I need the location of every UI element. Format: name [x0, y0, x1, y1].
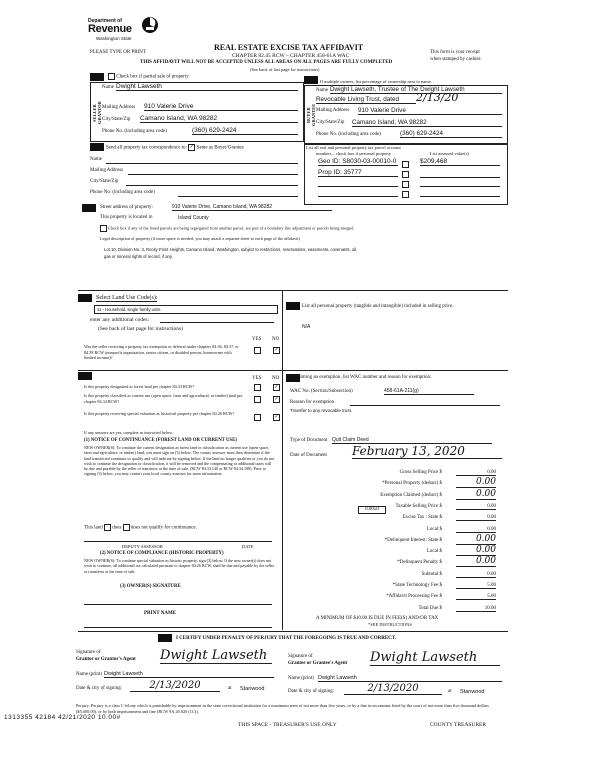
seller-name-label: Name — [102, 85, 114, 90]
agency-state: Washington State — [96, 36, 132, 41]
ownership-note: If multiple owners, list percentage of ownership next to name. — [320, 79, 432, 84]
seller-city-field[interactable]: Camano Island, WA 98282 — [140, 115, 298, 123]
parcel-1-field[interactable]: Geo ID: S8030-03-00010-0 — [318, 158, 397, 165]
seller-phone-label: Phone No. (including area code) — [102, 129, 167, 134]
forest-q2-yes[interactable] — [254, 396, 261, 403]
local-rate-field[interactable]: 0.0050 — [358, 506, 386, 514]
grantor-name-field[interactable]: Dwight Lawseth — [104, 671, 274, 678]
additional-codes-field[interactable] — [160, 322, 274, 323]
section-5-number — [78, 294, 92, 302]
tax-row-label: Total Due $ — [418, 605, 442, 611]
partial-sale-row: Check box if partial sale of property — [108, 73, 189, 80]
same-as-buyer-checkbox[interactable] — [188, 144, 195, 151]
forest-any-yes: If any answers are yes, complete as instructed below. — [84, 430, 173, 435]
tax-row-label: Gross Selling Price $ — [399, 470, 442, 475]
doc-date-label: Date of Document — [290, 453, 327, 458]
buyer-label: BUYER GRANTEE — [306, 103, 316, 127]
doc-type-field[interactable]: Quit Claim Deed — [332, 437, 492, 444]
grantor-at: at — [228, 686, 232, 691]
assessed-value-4[interactable] — [420, 196, 500, 197]
column-divider — [282, 290, 283, 630]
tax-row-value[interactable]: 0.00 — [456, 527, 496, 533]
parcel-3-field[interactable] — [318, 186, 398, 187]
doc-date-field[interactable]: February 13, 2020 — [352, 444, 502, 459]
form-see-back: (See back of last page for instructions) — [250, 67, 320, 72]
perjury-notice: Perjury: Perjury is a class C felony which is punishable by imprisonment in the state correctional institution for a maximum term of not more than five years, or by a fine in an amount fixed by the court of not more than five thousand dollars ($5,000.00), or by both imprisonment and fine (RCW 9A.20.020 (1C)). — [76, 703, 489, 714]
section-8-number — [158, 634, 172, 642]
tax-row-label: *State Technology Fee $ — [392, 583, 442, 588]
tax-row-value[interactable]: 0.00 — [456, 534, 496, 545]
seller-city-label: City/State/Zip — [102, 117, 131, 122]
grantor-sig-label-2: Grantor or Grantor's Agent — [76, 657, 136, 662]
buyer-name-label: Name — [316, 88, 328, 93]
owner-signature-line[interactable] — [84, 604, 272, 605]
grantee-at: at — [448, 689, 452, 694]
grantee-name-field[interactable]: Dwight Lawseth — [318, 675, 502, 682]
section-2-number — [304, 76, 318, 84]
owner-signature-title: (3) OWNER(S) SIGNATURE — [120, 584, 181, 589]
seller-name-field[interactable]: Dwight Lawseth — [116, 83, 298, 91]
segregated-checkbox[interactable] — [100, 225, 107, 232]
land-use-no: NO — [272, 337, 280, 342]
section-7-number — [286, 302, 300, 310]
corr-address-field[interactable] — [128, 174, 298, 175]
reason-label: Reason for exemption — [290, 400, 335, 405]
section-1-number — [90, 73, 104, 81]
agency-name-top: Department of — [88, 18, 122, 24]
street-field[interactable]: 910 Valerie Drive, Camano Island, WA 98282 — [172, 204, 332, 211]
tax-row-value[interactable]: 0.00 — [456, 545, 496, 556]
grantor-signature[interactable]: Dwight Lawseth — [160, 648, 272, 664]
form-chapter: CHAPTER 82.45 RCW – CHAPTER 458-61A WAC — [232, 53, 350, 59]
deputy-signature-line[interactable] — [84, 541, 272, 542]
partial-sale-checkbox[interactable] — [108, 73, 115, 80]
assessed-header: List assessed value(s) — [430, 151, 469, 156]
receipt-note-2: when stamped by cashier. — [430, 57, 482, 62]
tax-row-value[interactable]: 0.00 — [456, 515, 496, 521]
segregated-row: Check box if any of the listed parcels are being segregated from another parcel, are part of a boundary line adjustment or parcels being merged. — [100, 225, 355, 232]
seller-address-field[interactable]: 910 Valerie Drive — [144, 103, 298, 111]
buyer-name-field[interactable]: Dwight Lawseth, Trustee of The Dwight Lawseth — [330, 86, 502, 94]
treasurer-use-only: THIS SPACE - TREASURER'S USE ONLY — [238, 722, 337, 728]
section-6-number — [78, 372, 92, 380]
corr-name-field[interactable] — [106, 163, 298, 164]
forest-q2: Is this property classified as current use (open space, farm and agricultural, or timber) land per chapter 84.34 RCW? — [84, 393, 243, 404]
assessed-value-field[interactable]: $209,468 — [420, 158, 500, 166]
wac-field[interactable]: 458-61A-211(g) — [384, 388, 474, 395]
forest-q3-yes[interactable] — [254, 414, 261, 421]
forest-q1-yes[interactable] — [254, 384, 261, 391]
tax-row-label: *Personal Property (deduct) $ — [382, 481, 442, 487]
land-use-yes: YES — [252, 337, 262, 342]
buyer-phone-field[interactable]: (360) 629-2424 — [400, 130, 502, 138]
notice2-title: (2) NOTICE OF COMPLIANCE (HISTORIC PROPERTY) — [100, 551, 224, 556]
reason-line — [350, 405, 500, 406]
parcels-header-2: numbers – check box if personal property — [316, 151, 391, 156]
agency-name: Revenue — [88, 23, 132, 35]
buyer-city-label: City/State/Zip — [316, 120, 345, 125]
reason-field[interactable]: Transfer to any revocable trust. — [290, 408, 353, 413]
grantor-date-label: Date & city of signing: — [76, 686, 123, 691]
seller-label: SELLER GRANTOR — [92, 101, 102, 125]
section-4-number — [82, 204, 96, 212]
correspondence-label: Send all property tax correspondence to: ✓ Same as Buyer/Grantee — [106, 144, 244, 151]
personal-property-value[interactable]: N/A — [302, 324, 311, 330]
assessed-value-2[interactable] — [420, 177, 500, 178]
parcel-4-checkbox[interactable] — [402, 191, 409, 198]
assessed-value-3[interactable] — [420, 186, 500, 187]
grantee-sig-label-2: Grantee or Grantee's Agent — [288, 661, 348, 666]
print-name-label: PRINT NAME — [144, 611, 176, 616]
grantee-date-field[interactable]: 2/13/2020 — [344, 683, 442, 695]
receipt-note-1: This form is your receipt — [430, 50, 480, 55]
parcel-4-field[interactable] — [318, 196, 398, 197]
street-label: Street address of property: — [100, 205, 153, 210]
print-name-line[interactable] — [84, 627, 272, 628]
parcels-header-1: List all real and personal property tax parcel account — [306, 145, 401, 150]
seller-address-label: Mailing Address — [102, 105, 136, 110]
tax-row-value[interactable]: 10.00 — [456, 606, 496, 612]
tax-row-label: Local $ — [426, 526, 442, 532]
tax-row-value[interactable]: 0.00 — [456, 504, 496, 510]
forest-yes: YES — [252, 376, 262, 381]
notice1-title: (1) NOTICE OF CONTINUANCE (FOREST LAND OR CURRENT USE) — [84, 438, 237, 443]
forest-q3: Is this property receiving special valuation as historical property per chapter 84.26 RCW? — [84, 411, 235, 416]
corr-phone-label: Phone No. (including area code) — [90, 190, 155, 195]
agency-logo-icon — [140, 14, 162, 34]
corr-address-label: Mailing Address — [90, 168, 124, 173]
tax-row-value[interactable]: 0.00 — [456, 572, 496, 578]
forest-no: NO — [272, 376, 280, 381]
parcel-2-checkbox[interactable] — [402, 171, 409, 178]
grantee-signature[interactable]: Dwight Lawseth — [370, 650, 500, 666]
buyer-address-field[interactable]: 910 Valerie Drive — [358, 107, 502, 115]
continuance-row: This land does does not qualify for continuance. — [84, 525, 197, 531]
corr-city-field[interactable] — [126, 185, 298, 186]
forest-q1-no[interactable] — [273, 384, 280, 391]
tax-row-label: Exemption Claimed (deduct) $ — [380, 492, 442, 498]
exemption-question: Was the seller receiving a property tax exemption or deferral under chapters 84.36, 84.37, or 84.38 RCW (nonprofit organization, senior citizen, or disabled person, homeowner with limited income)? — [84, 344, 239, 360]
form-title: REAL ESTATE EXCISE TAX AFFIDAVIT — [214, 43, 364, 52]
legal-label: Legal description of property (if more space is needed, you may attach a separate sheet to each page of the affidavit) — [100, 236, 300, 241]
buyer-name-line-2[interactable]: Revocable Living Trust, dated — [316, 96, 416, 104]
tax-row-value[interactable]: 0.00 — [456, 470, 496, 476]
county-field[interactable]: Island County — [178, 215, 209, 221]
seller-phone-field[interactable]: (360) 629-2424 — [192, 127, 298, 135]
personal-property-label: List all personal property (tangible and intangible) included in selling price. — [302, 304, 454, 309]
legal-description-2[interactable]: gas or mineral rights of record, if any. — [104, 254, 173, 259]
certify-rule — [78, 631, 508, 632]
does-not-checkbox[interactable] — [123, 524, 130, 531]
forest-q2-no[interactable] — [273, 396, 280, 403]
notice2-body: NEW OWNER(S): To continue special valuation as historic property, sign (3) below. If the new owner(s) does not wish to continue, all additional tax calculated pursuant to chapter 84.26 RCW, shall be due and payable by the seller or transferor at the time of sale. — [84, 558, 275, 574]
minimum-due-note: A MINIMUM OF $10.00 IS DUE IN FEE(S) AND/OR TAX — [316, 616, 439, 621]
parcel-3-checkbox[interactable] — [402, 181, 409, 188]
corr-name-label: Name — [90, 157, 102, 162]
buyer-address-label: Mailing Address — [316, 108, 350, 113]
tax-row-label: *Delinquent Interest: State $ — [384, 537, 442, 543]
corr-phone-field[interactable] — [178, 196, 298, 197]
tax-row-value[interactable]: 5.00 — [456, 594, 496, 600]
print-note: PLEASE TYPE OR PRINT — [90, 50, 146, 55]
grantee-city-field[interactable]: Stanwood — [460, 689, 485, 695]
parcel-2-field[interactable]: Prop ID: 35777 — [318, 169, 398, 177]
deputy-assessor-label: DEPUTY ASSESSOR — [122, 544, 163, 549]
corr-city-label: City/State/Zip — [90, 179, 119, 184]
exemption-yes-checkbox[interactable] — [254, 347, 261, 354]
grantor-city-field[interactable]: Stanwood — [240, 686, 265, 692]
grantee-name-label: Name (print) — [288, 676, 314, 681]
see-instructions-note: *SEE INSTRUCTIONS — [368, 622, 412, 627]
tax-row-value[interactable]: 0.00 — [456, 556, 496, 567]
exemption-no-checkbox[interactable] — [273, 347, 280, 354]
grantee-sig-label-1: Signature of — [288, 654, 313, 659]
buyer-city-field[interactable]: Camano Island, WA 98282 — [352, 119, 502, 127]
additional-codes-label: enter any additional codes: — [90, 317, 150, 323]
legal-description-1[interactable]: Lot 10, Division No. 3, Rocky Point Heights, Camano Island, Washington, subject to restrictions, reservations, easements, covenants, oil, — [104, 247, 358, 252]
tax-row-label: Taxable Selling Price $ — [395, 503, 442, 509]
section-rule-mid — [78, 370, 508, 371]
county-treasurer: COUNTY TREASURER — [430, 722, 487, 728]
trust-date-handwritten: 2/13/20 — [416, 91, 459, 104]
tax-row-label: Excise Tax : State $ — [402, 515, 442, 521]
does-checkbox[interactable] — [104, 524, 111, 531]
tax-row-label: *Delinquent Penalty $ — [397, 560, 442, 566]
tax-row-label: *Affidavit Processing Fee $ — [386, 594, 442, 600]
tax-row-value[interactable]: 0.00 — [456, 489, 496, 500]
tax-row-value[interactable]: 0.00 — [456, 477, 496, 488]
deputy-date-label: DATE — [242, 544, 254, 549]
grantor-sig-label-1: Signature of — [76, 650, 101, 655]
land-use-label: Select Land Use Code(s): — [96, 295, 158, 301]
land-use-code-field[interactable]: 11 - Household, single family units — [94, 305, 278, 314]
notice1-body: NEW OWNER(S): To continue the current designation as forest land or classification as current use (open space, farm and agriculture, or timber) land, you must sign on (3) below. The county assessor must then determine if the land transferred continues to qualify and will indicate by signing below. If the land no longer qualifies or you do not wish to continue the designation or classification, it will be removed and the compensating or additional taxes will be due and payable by the seller or transferor at the time of sale. (RCW 84.33.140 or RCW 84.34.108). Prior to signing (3) below, you may contact your local county assessor for more information. — [84, 445, 275, 477]
tax-row-label: Subtotal $ — [421, 571, 442, 577]
tax-row-value[interactable]: 5.00 — [456, 583, 496, 589]
forest-q1: Is this property designated as forest land per chapter 84.33 RCW? — [84, 384, 195, 389]
buyer-phone-label: Phone No. (including area code) — [316, 132, 381, 137]
form-warning: THIS AFFIDAVIT WILL NOT BE ACCEPTED UNLESS ALL AREAS ON ALL PAGES ARE FULLY COMPLETED — [140, 60, 393, 65]
tax-row-label: Local $ — [426, 549, 442, 555]
section-rule-top — [78, 290, 508, 291]
recording-stamp: 1313355 42184 42/21/2020 10.00# — [4, 714, 121, 721]
certify-text: I CERTIFY UNDER PENALTY OF PERJURY THAT THE FOREGOING IS TRUE AND CORRECT. — [176, 636, 397, 641]
grantor-name-label: Name (print) — [76, 672, 102, 677]
land-use-see-back: (See back of last page for instructions) — [98, 326, 183, 332]
section-3-number — [90, 143, 104, 151]
forest-q3-no[interactable] — [273, 414, 280, 421]
grantor-date-field[interactable]: 2/13/2020 — [130, 680, 220, 692]
exemption-label: If claiming an exemption, list WAC number and reason for exemption: — [290, 375, 432, 380]
doc-type-label: Type of Document — [290, 438, 328, 443]
located-label: This property is located in — [100, 215, 153, 220]
grantee-date-label: Date & city of signing: — [288, 689, 335, 694]
wac-label: WAC No. (Section/Subsection) — [290, 389, 353, 394]
parcel-1-checkbox[interactable] — [402, 161, 409, 168]
